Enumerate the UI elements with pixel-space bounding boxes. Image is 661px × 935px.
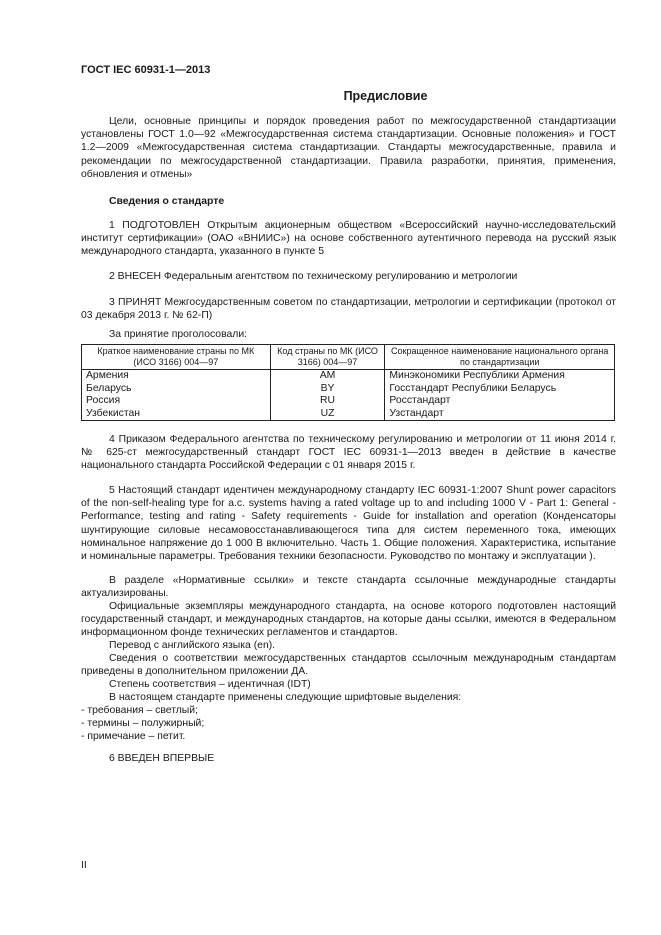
item-5-conformity-paragraph: Сведения о соответствии межгосударственных стандартов ссылочным международным стандартам приведены в дополнительном приложении ДА. [81, 653, 616, 678]
vote-label: За принятие проголосовали: [109, 329, 248, 340]
item-5-paragraph: 5 Настоящий стандарт идентичен международному стандарту IEC 60931-1:2007 Shunt power capacitors of the non-self-healing type for a.c. systems having a rated voltage up to and including 1000 V - Part 1: General - Performance, testing and rating - Safety requirements - Guide for installation and operation (Конденсаторы шунтирующие силовые несамовосстанавливающегося типа для систем переменного тока, имеющих номинальное напряжение до 1 000 В включительно. Часть 1. Общие положения. Характеристика, испытание и номинальные параметры. Требования техники безопасности. Руководство по монтажу и эксплуатации ). [81, 485, 616, 563]
cell-code: AM [270, 370, 385, 383]
col-header-code: Код страны по МК (ИСО 3166) 004—97 [270, 345, 385, 370]
item-1-paragraph: 1 ПОДГОТОВЛЕН Открытым акционерным обществом «Всероссийский научно-исследовательский институт сертификации» (ОАО «ВНИИС») на основе собственного аутентичного перевода на русский язык международного стандарта, указанного в пункте 5 [81, 220, 616, 258]
cell-country: Армения [82, 370, 271, 383]
page-number: II [81, 860, 87, 871]
item-5-fonts-line: В настоящем стандарте применены следующие шрифтовые выделения: [109, 692, 462, 703]
item-5-official-copies-paragraph: Официальные экземпляры международного стандарта, на основе которого подготовлен настоящий государственный стандарт, и международных стандартов, на которые даны ссылки, имеются в Федеральном информационном фонде технических регламентов и стандартов. [81, 601, 616, 639]
item-4-paragraph: 4 Приказом Федерального агентства по техническому регулированию и метрологии от 11 июня 2014 г. № 625-ст межгосударственный стандарт ГОСТ IEC 60931-1—2013 введен в действие в качестве национального стандарта Российской Федерации с 01 января 2015 г. [81, 434, 616, 472]
page-title: Предисловие [343, 89, 428, 103]
cell-code: UZ [270, 408, 385, 421]
table-header-row [82, 345, 615, 370]
font-list-item: - примечание – петит. [81, 731, 186, 742]
item-5-translation-line: Перевод с английского языка (en). [109, 640, 276, 651]
cell-country: Россия [82, 395, 271, 408]
item-5-references-paragraph: В разделе «Нормативные ссылки» и тексте стандарта ссылочные международные стандарты актуализированы. [81, 575, 616, 600]
table-row [82, 370, 615, 383]
item-3-paragraph: 3 ПРИНЯТ Межгосударственным советом по стандартизации, метрологии и сертификации (протокол от 03 декабря 2013 г. № 62-П) [81, 297, 616, 322]
cell-country: Беларусь [82, 383, 271, 396]
cell-body: Минэкономики Республики Армения [385, 370, 615, 383]
item-6-paragraph: 6 ВВЕДЕН ВПЕРВЫЕ [109, 753, 215, 764]
section-heading: Сведения о стандарте [109, 196, 225, 207]
voting-table [81, 344, 615, 421]
cell-code: RU [270, 395, 385, 408]
table-row [82, 395, 615, 408]
cell-country: Узбекистан [82, 408, 271, 421]
table-row [82, 383, 615, 396]
cell-code: BY [270, 383, 385, 396]
col-header-country: Краткое наименование страны по МК (ИСО 3166) 004—97 [82, 345, 271, 370]
item-5-degree-line: Степень соответствия – идентичная (IDT) [109, 679, 311, 690]
intro-paragraph: Цели, основные принципы и порядок проведения работ по межгосударственной стандартизации установлены ГОСТ 1.0—92 «Межгосударственная система стандартизации. Основные положения» и ГОСТ 1.2—2009 «Межгосударственная система стандартизации. Стандарты межгосударственные, правила и рекомендации по межгосударственной стандартизации. Правила разработки, принятия, применения, обновления и отмены» [81, 116, 616, 180]
cell-body: Узстандарт [385, 408, 615, 421]
font-list-item: - требования – светлый; [81, 705, 198, 716]
document-id-header: ГОСТ IEC 60931-1—2013 [81, 64, 211, 76]
col-header-body: Сокращенное наименование национального органа по стандартизации [385, 345, 615, 370]
table-row [82, 408, 615, 421]
font-list-item: - термины – полужирный; [81, 718, 205, 729]
item-2-paragraph: 2 ВНЕСЕН Федеральным агентством по техническому регулированию и метрологии [109, 271, 518, 282]
cell-body: Росстандарт [385, 395, 615, 408]
cell-body: Госстандарт Республики Беларусь [385, 383, 615, 396]
